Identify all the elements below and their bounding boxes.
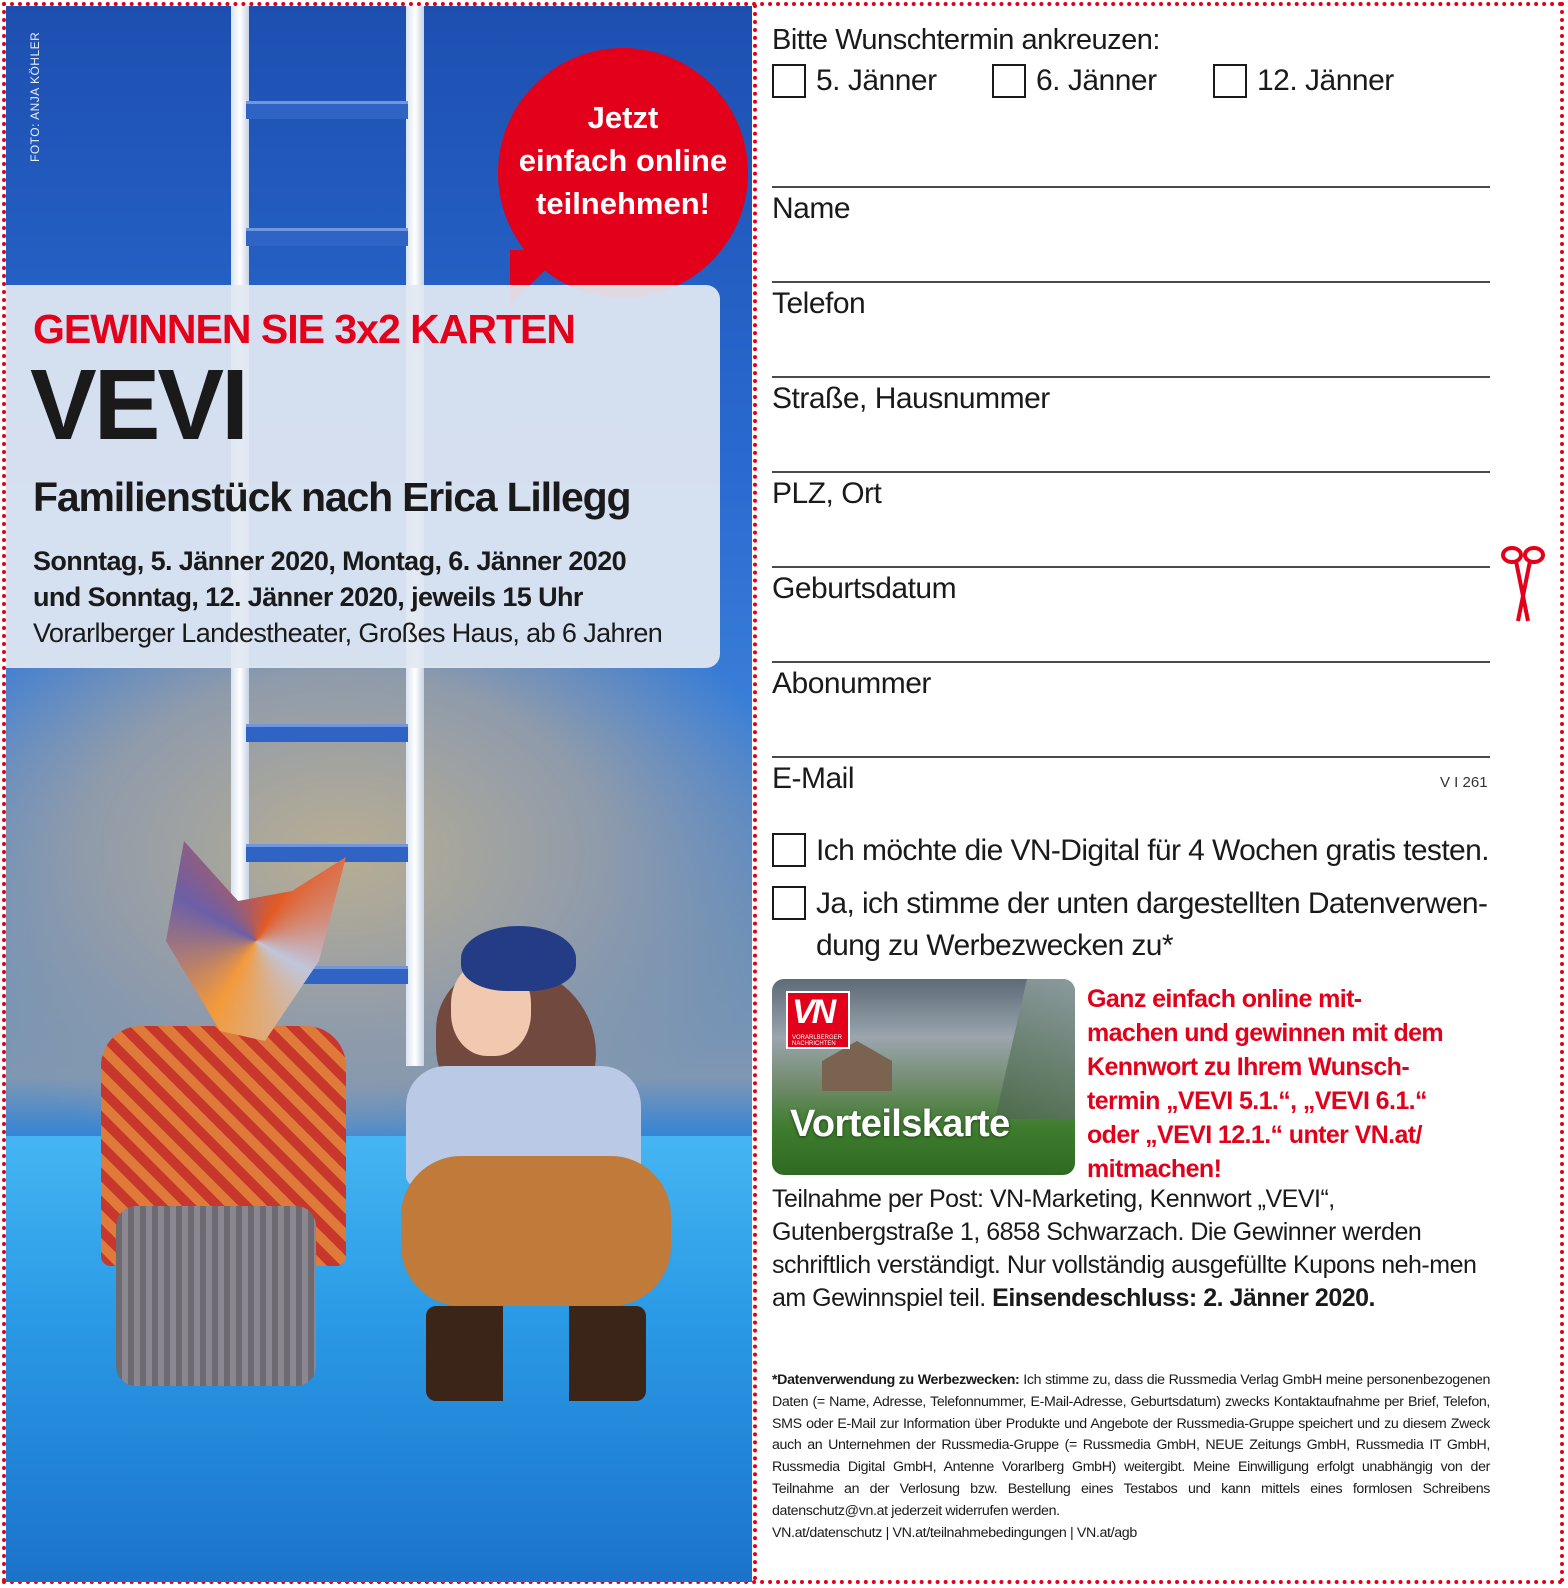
consent-text: Ich möchte die VN-Digital für 4 Wochen gratis testen. <box>816 834 1489 867</box>
ladder-rung <box>246 724 408 742</box>
post-deadline: Einsendeschluss: 2. Jänner 2020. <box>992 1284 1375 1312</box>
photo-credit: FOTO: ANJA KÖHLER <box>28 31 42 162</box>
date-option-12-jan[interactable] <box>1213 64 1394 98</box>
field-line-abonummer[interactable] <box>772 661 1490 663</box>
field-line-plz-ort[interactable] <box>772 471 1490 473</box>
fox-actor-legs <box>116 1206 316 1386</box>
privacy-links[interactable]: VN.at/datenschutz | VN.at/teilnahmebedingungen | VN.at/agb <box>772 1524 1137 1541</box>
post-info-text: Teilnahme per Post: VN-Marketing, Kennwort „VEVI“, Gutenbergstraße 1, 6858 Schwarzach. Die Gewinner werden schriftlich verständigt. Nur vollständig ausgefüllte Kupons neh-men am Gewinnspiel teil. <box>772 1185 1477 1312</box>
field-line-strasse[interactable] <box>772 376 1490 378</box>
win-headline: GEWINNEN SIE 3x2 KARTEN <box>33 306 575 352</box>
vorteilskarte-image <box>772 979 1075 1175</box>
show-venue: Vorarlberger Landestheater, Großes Haus, ab 6 Jahren <box>33 618 663 648</box>
date-option-label: 12. Jänner <box>1257 64 1394 97</box>
field-label-geburtsdatum: Geburtsdatum <box>772 572 957 605</box>
show-dates-line-2: und Sonntag, 12. Jänner 2020, jeweils 15 Uhr <box>33 582 583 612</box>
consent-checkbox[interactable] <box>772 833 806 867</box>
girl-actor-beret <box>461 926 576 991</box>
consent-vn-digital[interactable] <box>772 830 1542 872</box>
field-line-email[interactable] <box>772 756 1490 758</box>
vn-logo-subtitle: VORARLBERGER NACHRICHTEN <box>792 1035 843 1047</box>
field-label-telefon: Telefon <box>772 287 866 320</box>
promo-bubble-text: Jetzt einfach online teilnehmen! <box>518 100 728 221</box>
promo-bubble[interactable] <box>498 48 748 298</box>
consent-data-usage[interactable] <box>772 883 1542 967</box>
online-cta: Ganz einfach online mit- machen und gewinnen mit dem Kennwort zu Ihrem Wunsch- termin „VEVI 5.1.“, „VEVI 6.1.“ oder „VEVI 12.1.“ unter VN.at/ mitmachen! <box>1087 985 1444 1183</box>
girl-actor-boots <box>426 1306 646 1401</box>
field-label-strasse: Straße, Hausnummer <box>772 382 1050 415</box>
consent-text: Ja, ich stimme der unten dargestellten Datenverwen- dung zu Werbezwecken zu* <box>816 887 1488 962</box>
field-label-name: Name <box>772 192 851 225</box>
date-checkbox[interactable] <box>1213 64 1247 98</box>
field-label-plz-ort: PLZ, Ort <box>772 477 882 510</box>
card-mountain <box>995 979 1075 1119</box>
ladder-rung <box>246 101 408 119</box>
privacy-text: Ich stimme zu, dass die Russmedia Verlag GmbH meine personenbezogenen Daten (= Name, Adresse, Telefonnummer, E-Mail-Adresse, Geburtsdatum) zwecks Kontaktaufnahme per Brief, Telefon, SMS oder E-Mail zur Information über Produkte und Angebote der Russmedia-Gruppe speichert und zu diesem Zweck auch an Unternehmen der Russmedia-Gruppe (= Russmedia GmbH, NEUE Zeitungs GmbH, Russmedia IT GmbH, Russmedia Digital GmbH, Antenne Vorarlberg GmbH) weitergibt. Meine Einwilligung erfolgt unabhängig von der Teilnahme an der Verlosung bzw. Bestellung eines Testabos und kann mittels eines formlosen Schreibens datenschutz@vn.at jederzeit widerrufen werden. <box>772 1372 1491 1519</box>
ladder-rung <box>246 844 408 862</box>
privacy-heading: *Datenverwendung zu Werbezwecken: <box>772 1372 1020 1388</box>
field-label-abonummer: Abonummer <box>772 667 931 700</box>
show-subtitle: Familienstück nach Erica Lillegg <box>33 474 631 520</box>
field-line-name[interactable] <box>772 186 1490 188</box>
date-checkbox[interactable] <box>772 64 806 98</box>
date-option-6-jan[interactable] <box>992 64 1157 98</box>
coupon-code: V I 261 <box>1440 774 1488 791</box>
show-title: VEVI <box>30 349 246 461</box>
show-dates-line-1: Sonntag, 5. Jänner 2020, Montag, 6. Jänner 2020 <box>33 546 627 576</box>
privacy-note <box>772 1370 1490 1544</box>
girl-actor-legs <box>401 1156 671 1306</box>
field-line-geburtsdatum[interactable] <box>772 566 1490 568</box>
field-label-email: E-Mail <box>772 762 855 795</box>
vn-logo-text: VN <box>792 993 834 1031</box>
post-info <box>772 1183 1492 1315</box>
cut-divider <box>753 4 757 1582</box>
card-title: Vorteilskarte <box>790 1103 1010 1145</box>
ladder-rung <box>246 228 408 246</box>
vn-logo <box>786 991 850 1049</box>
consent-checkbox[interactable] <box>772 886 806 920</box>
date-option-5-jan[interactable] <box>772 64 937 98</box>
date-option-label: 5. Jänner <box>816 64 937 97</box>
field-line-telefon[interactable] <box>772 281 1490 283</box>
scissors-icon <box>1500 545 1546 625</box>
date-option-label: 6. Jänner <box>1036 64 1157 97</box>
date-prompt: Bitte Wunschtermin ankreuzen: <box>772 24 1160 56</box>
date-checkbox[interactable] <box>992 64 1026 98</box>
